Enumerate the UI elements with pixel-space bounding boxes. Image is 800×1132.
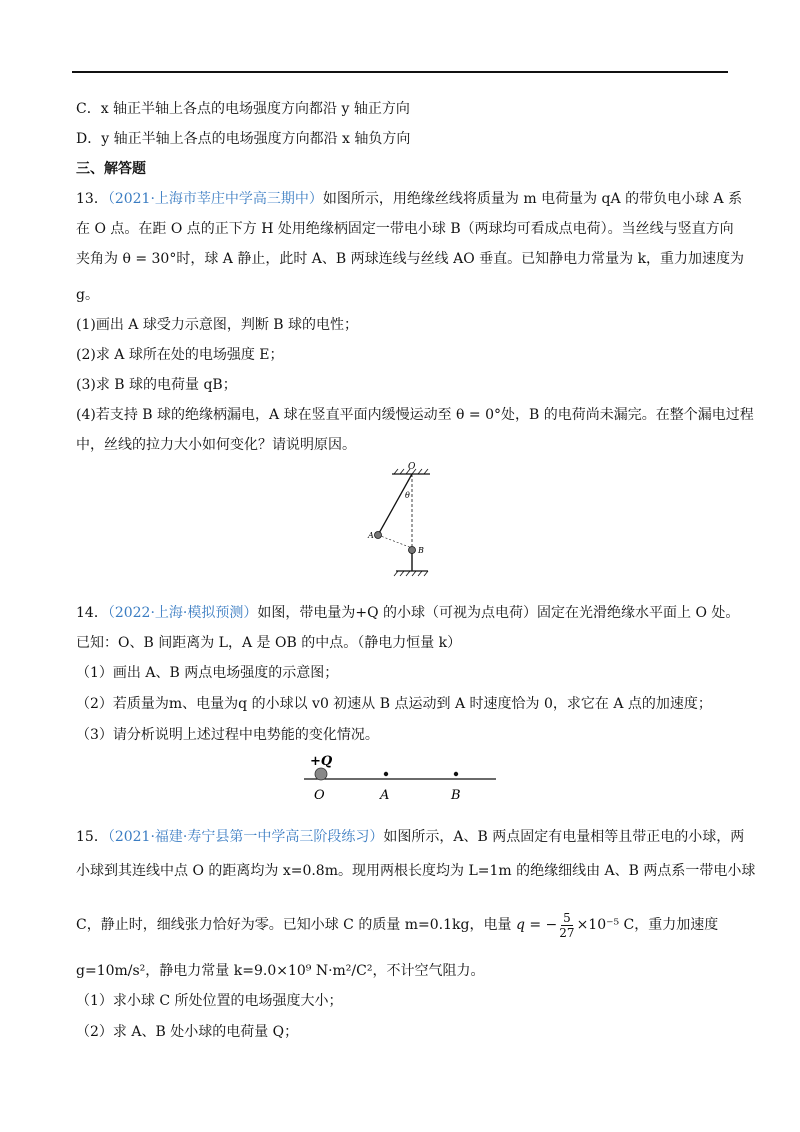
q13-sub1: (1)画出 A 球受力示意图，判断 B 球的电性； [76,317,359,333]
q13-fig-label-theta: θ [405,491,410,500]
q14-sub2: （2）若质量为m、电量为q 的小球以 v0 初速从 B 点运动到 A 时速度恰为 0，求它在 A 点的加速度； [76,696,712,712]
q15-sub2: （2）求 A、B 处小球的电荷量 Q； [76,1024,299,1040]
q15-line4: g=10m/s²，静电力常量 k=9.0×10⁹ N·m²/C²，不计空气阻力。 [76,963,485,979]
q15-source: （2021·福建·寿宁县第一中学高三阶段练习） [107,829,384,845]
q13-sub2: (2)求 A 球所在处的电场强度 E； [76,347,284,363]
q15-q-eq: q = − [515,917,558,933]
q14-fig-label-charge: +Q [310,754,333,769]
q15-frac-den: 27 [559,925,575,940]
q15-sub1: （1）求小球 C 所处位置的电场强度大小； [76,993,343,1009]
section-title: 三、解答题 [76,161,146,177]
q15-line1 [76,827,744,847]
q13-line1-text: 如图所示，用绝缘丝线将质量为 m 电荷量为 qA 的带负电小球 A 系 [322,191,743,207]
q12-option-d: D．y 轴正半轴上各点的电场强度方向都沿 x 轴负方向 [76,131,411,147]
q15-line2: 小球到其连线中点 O 的距离均为 x=0.8m。现用两根长度均为 L=1m 的绝缘细线由 A、B 两点系一带电小球 [76,863,756,879]
q15-number: 15． [76,829,108,845]
q13-sub4b: 中，丝线的拉力大小如何变化？请说明原因。 [76,437,356,453]
q15-fraction [559,911,574,940]
q13-fig-label-b: B [418,546,424,555]
q13-fig-label-o: O [408,462,416,472]
q13-line3: 夹角为 θ = 30°时，球 A 静止，此时 A、B 两球连线与丝线 AO 垂直。已知静电力常量为 k，重力加速度为 [76,251,745,267]
q13-line2: 在 O 点。在距 O 点的正下方 H 处用绝缘柄固定一带电小球 B（两球均可看成点电荷）。当丝线与竖直方向 [76,221,734,237]
q14-sub1: （1）画出 A、B 两点电场强度的示意图； [76,665,339,681]
q13-line1 [76,189,742,209]
q13-sub4a: (4)若支持 B 球的绝缘柄漏电，A 球在竖直平面内缓慢运动至 θ = 0°处，B 的电荷尚未漏完。在整个漏电过程 [76,407,754,423]
q15-line1-text: 如图所示，A、B 两点固定有电量相等且带正电的小球，两 [383,829,745,845]
q15-q-tail: ×10⁻⁵ C，重力加速度 [576,917,719,933]
q13-source: （2021·上海市莘庄中学高三期中） [107,191,323,207]
q14-line1 [76,603,739,623]
q12-option-c: C．x 轴正半轴上各点的电场强度方向都沿 y 轴正方向 [76,101,410,117]
q14-line2: 已知：O、B 间距离为 L，A 是 OB 的中点。（静电力恒量 k） [76,635,462,651]
q14-source: （2022·上海·模拟预测） [107,605,258,621]
q14-number: 14． [76,605,108,621]
q13-pendulum-figure [360,460,450,580]
q14-line-figure [300,752,500,804]
q15-line3-text: C，静止时，细线张力恰好为零。已知小球 C 的质量 m=0.1kg，电量 [76,917,512,933]
q13-sub3: (3)求 B 球的电荷量 qB； [76,377,237,393]
q14-fig-label-b: B [451,788,461,803]
q13-number: 13． [76,191,108,207]
q14-fig-label-a: A [380,788,390,803]
header-rule [72,71,728,73]
q15-line3 [76,908,718,942]
q14-sub3: （3）请分析说明上述过程中电势能的变化情况。 [76,727,379,743]
q14-line1-text: 如图，带电量为+Q 的小球（可视为点电荷）固定在光滑绝缘水平面上 O 处。 [257,605,740,621]
q15-frac-num: 5 [563,910,571,925]
q14-fig-label-o: O [314,788,325,803]
q13-line4: g。 [76,287,99,303]
q13-fig-label-a: A [368,531,374,540]
